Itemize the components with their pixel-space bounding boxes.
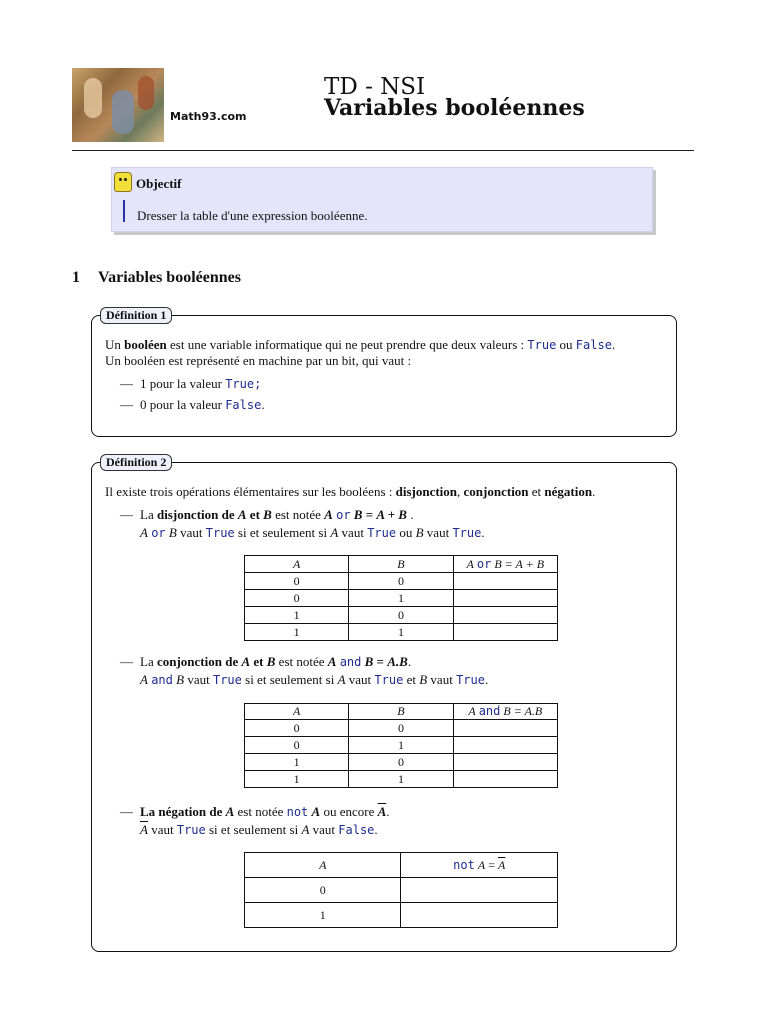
term: disjonction xyxy=(395,484,458,499)
cell-B: 1 xyxy=(349,737,453,754)
term: négation xyxy=(544,484,593,499)
table-row xyxy=(245,903,558,928)
code-true: True xyxy=(374,673,404,687)
cell-B: 0 xyxy=(349,573,453,590)
code-or: or xyxy=(476,556,492,571)
table-header-row xyxy=(245,853,558,878)
text: . xyxy=(374,822,378,837)
truth-table-not xyxy=(244,852,558,928)
disjunction-line1 xyxy=(120,507,413,523)
var-overline: $\overline{A}$ xyxy=(377,804,387,819)
term: conjonction de xyxy=(156,654,242,669)
dash: — xyxy=(120,376,133,391)
table-row xyxy=(245,607,558,624)
code-true: True xyxy=(205,526,235,540)
text: est notée xyxy=(271,507,325,522)
code-true: True; xyxy=(225,377,262,391)
var-overline: $\overline{A}$ xyxy=(140,822,148,837)
text: si et seulement si xyxy=(234,525,331,540)
text: vaut xyxy=(345,672,375,687)
def2-intro xyxy=(105,484,595,500)
cell-result-empty[interactable] xyxy=(453,754,557,771)
cell-A: 0 xyxy=(245,590,349,607)
text: est notée xyxy=(275,654,328,669)
term: conjonction xyxy=(463,484,529,499)
cell-B: 0 xyxy=(349,607,453,624)
text: = xyxy=(485,857,498,872)
code-and: and xyxy=(478,704,501,718)
expr: A + B xyxy=(376,507,407,522)
table-row xyxy=(245,754,558,771)
table-header-row xyxy=(245,556,558,573)
text: si et seulement si xyxy=(205,822,302,837)
var: A xyxy=(301,822,310,837)
def1-line2: Un booléen est représenté en machine par un bit, qui vaut : xyxy=(105,353,412,368)
text: . xyxy=(484,672,489,687)
var: A xyxy=(241,654,251,669)
objective-box xyxy=(111,167,653,232)
text: . xyxy=(261,397,265,412)
header-divider xyxy=(72,150,694,151)
text: vaut xyxy=(176,525,206,540)
code-true: True xyxy=(452,526,482,540)
var: A xyxy=(324,507,333,522)
text: 1 pour la valeur xyxy=(140,376,226,391)
section-heading xyxy=(72,269,241,287)
cell-result-empty[interactable] xyxy=(401,878,558,903)
section-number: 1 xyxy=(72,269,80,286)
var: A xyxy=(140,525,148,540)
code-or: or xyxy=(336,508,351,522)
text: Un xyxy=(105,337,125,352)
cell-result-empty[interactable] xyxy=(453,737,557,754)
cell-result-empty[interactable] xyxy=(453,720,557,737)
cell-result-empty[interactable] xyxy=(453,771,557,788)
def1-line1 xyxy=(105,337,615,353)
dash: — xyxy=(120,804,133,819)
dash: — xyxy=(120,654,133,669)
definition-1-label: Définition 1 xyxy=(100,307,172,324)
code-not: not xyxy=(453,857,475,872)
page-title-line1: TD - NSI xyxy=(324,74,426,100)
table-row xyxy=(245,720,558,737)
cell-result-empty[interactable] xyxy=(453,607,557,624)
var: B xyxy=(364,654,374,669)
disjunction-line2 xyxy=(140,525,485,541)
code-true: True xyxy=(527,338,557,352)
text: vaut xyxy=(423,525,453,540)
dash: — xyxy=(120,507,133,522)
var: A xyxy=(237,507,247,522)
header-result xyxy=(453,556,557,573)
definition-1-box xyxy=(91,308,677,437)
negation-line1 xyxy=(120,804,390,820)
expr: B = A + B xyxy=(494,556,545,571)
code-and: and xyxy=(151,673,173,687)
text: vaut xyxy=(184,672,213,687)
text: . xyxy=(592,484,596,499)
smiley-icon xyxy=(114,172,132,192)
table-row xyxy=(245,737,558,754)
var: A xyxy=(225,804,235,819)
text: Il existe trois opérations élémentaires sur les booléens : xyxy=(105,484,396,499)
text: et xyxy=(403,672,420,687)
var: B xyxy=(168,525,177,540)
term: disjonction de xyxy=(156,507,238,522)
code-false: False xyxy=(225,398,262,412)
var: A xyxy=(140,672,148,687)
definition-2-label: Définition 2 xyxy=(100,454,172,471)
truth-table-and xyxy=(244,703,558,788)
cell-B: 1 xyxy=(349,590,453,607)
text: vaut xyxy=(147,822,177,837)
conjunction-line2 xyxy=(140,672,488,688)
table-row xyxy=(245,878,558,903)
cell-A: 1 xyxy=(245,771,349,788)
var: B xyxy=(353,507,363,522)
term-booleen: booléen xyxy=(124,337,167,352)
text: ou xyxy=(396,525,416,540)
code-and: and xyxy=(339,655,362,669)
cell-A: 1 xyxy=(245,903,401,928)
text: vaut xyxy=(338,525,368,540)
cell-result-empty[interactable] xyxy=(453,590,557,607)
cell-A: 0 xyxy=(245,573,349,590)
text: La xyxy=(140,654,157,669)
logo-image xyxy=(72,68,164,142)
code-false: False xyxy=(338,823,375,837)
expr: B = A.B xyxy=(503,704,543,718)
table-row xyxy=(245,624,558,641)
section-title: Variables booléennes xyxy=(98,269,241,286)
header-result xyxy=(401,853,558,878)
cell-A: 0 xyxy=(245,720,349,737)
var: A xyxy=(477,857,486,872)
cell-B: 1 xyxy=(349,771,453,788)
table-row xyxy=(245,590,558,607)
var: A xyxy=(311,804,321,819)
code-true: True xyxy=(212,673,242,687)
text: vaut xyxy=(427,672,457,687)
var: A xyxy=(468,704,476,718)
text: = xyxy=(362,507,377,522)
cell-A: 0 xyxy=(245,878,401,903)
cell-result-empty[interactable] xyxy=(401,903,558,928)
cell-A: 1 xyxy=(245,607,349,624)
text: et xyxy=(246,507,264,522)
text: . xyxy=(386,804,390,819)
code-or: or xyxy=(151,526,166,540)
text: . xyxy=(481,525,485,540)
var: B xyxy=(263,507,272,522)
text: . xyxy=(407,654,412,669)
cell-result-empty[interactable] xyxy=(453,573,557,590)
term: La négation de xyxy=(140,804,226,819)
cell-A: 1 xyxy=(245,624,349,641)
header-A: A xyxy=(245,853,401,878)
def1-bullet2 xyxy=(120,397,265,413)
objective-text: Dresser la table d'une expression booléenne. xyxy=(137,208,368,223)
page-title-line2: Variables booléennes xyxy=(324,95,585,121)
cell-B: 0 xyxy=(349,754,453,771)
text: . xyxy=(611,337,616,352)
header-B: B xyxy=(349,704,453,720)
def1-bullet1 xyxy=(120,376,261,392)
definition-2-box xyxy=(91,455,677,952)
header-A: A xyxy=(245,704,349,720)
var: B xyxy=(415,525,424,540)
var: B xyxy=(176,672,185,687)
text: 0 pour la valeur xyxy=(140,397,226,412)
truth-table-or xyxy=(244,555,558,641)
objective-bar xyxy=(123,200,125,222)
dash: — xyxy=(120,397,133,412)
code-true: True xyxy=(456,673,485,687)
cell-B: 1 xyxy=(349,624,453,641)
negation-line2 xyxy=(140,822,378,838)
text: La xyxy=(140,507,157,522)
logo-text: Math93.com xyxy=(170,110,247,123)
cell-result-empty[interactable] xyxy=(453,624,557,641)
var: B xyxy=(266,654,276,669)
text: = xyxy=(373,654,388,669)
var-overline: $\overline{A}$ xyxy=(497,857,506,872)
table-row xyxy=(245,771,558,788)
table-header-row xyxy=(245,704,558,720)
header-A: A xyxy=(245,556,349,573)
text: , xyxy=(457,484,464,499)
header-B: B xyxy=(349,556,453,573)
cell-A: 0 xyxy=(245,737,349,754)
var: B xyxy=(419,672,428,687)
cell-A: 1 xyxy=(245,754,349,771)
var: A xyxy=(327,654,337,669)
var: A xyxy=(466,556,474,571)
code-true: True xyxy=(367,526,397,540)
objective-title: Objectif xyxy=(136,176,182,191)
text: et xyxy=(250,654,267,669)
table-row xyxy=(245,573,558,590)
text: est notée xyxy=(234,804,287,819)
text: vaut xyxy=(309,822,339,837)
code-false: False xyxy=(575,338,612,352)
code-true: True xyxy=(176,823,206,837)
text: et xyxy=(528,484,545,499)
text: ou encore xyxy=(320,804,378,819)
text: est une variable informatique qui ne peut prendre que deux valeurs : xyxy=(166,337,528,352)
header-result xyxy=(453,704,557,720)
text: ou xyxy=(556,337,576,352)
var: A xyxy=(337,672,346,687)
code-not: not xyxy=(286,805,309,819)
conjunction-line1 xyxy=(120,654,411,670)
text: . xyxy=(406,507,414,522)
cell-B: 0 xyxy=(349,720,453,737)
var: A xyxy=(330,525,339,540)
expr: A.B xyxy=(387,654,408,669)
text: si et seulement si xyxy=(241,672,338,687)
